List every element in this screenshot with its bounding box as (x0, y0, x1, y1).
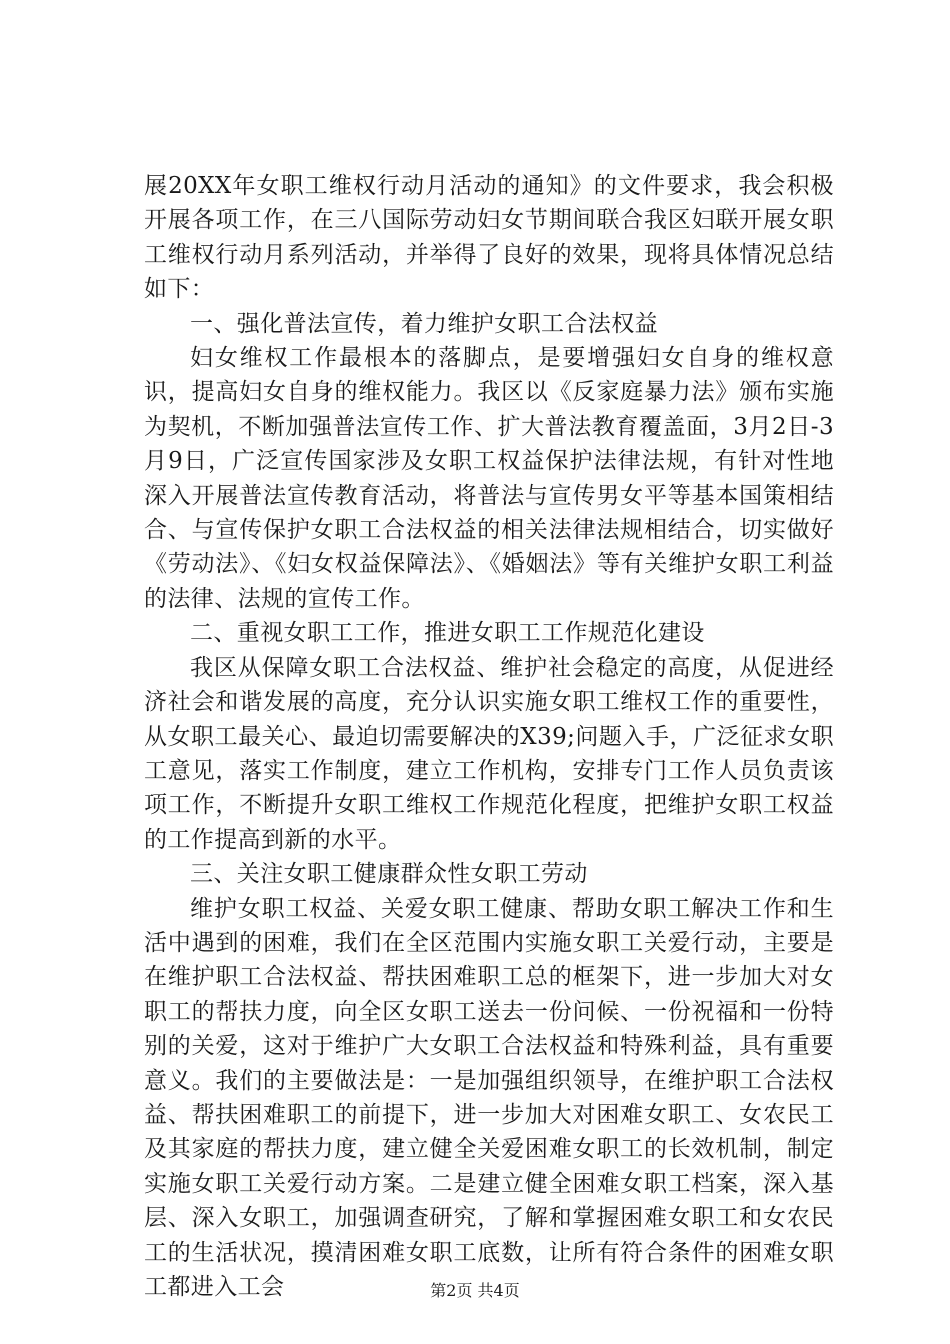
section-heading-2: 二、重视女职工工作，推进女职工工作规范化建设 (190, 620, 705, 647)
section-heading-3: 三、关注女职工健康群众性女职工劳动 (190, 861, 588, 888)
paragraph-section-2: 我区从保障女职工合法权益、维护社会稳定的高度，从促进经济社会和谐发展的高度，充分认识实施女职工维权工作的重要性，从女职工最关心、最迫切需要解决的X39;问题入手，广泛征求女职工意见，落实工作制度，建立工作机构，安排专门工作人员负责该项工作，不断提升女职工维权工作规范化程度，把维护女职工权益的工作提高到新的水平。 (144, 654, 834, 853)
document-body (144, 169, 834, 1304)
paragraph-section-3: 维护女职工权益、关爱女职工健康、帮助女职工解决工作和生活中遇到的困难，我们在全区范围内实施女职工关爱行动，主要是在维护职工合法权益、帮扶困难职工总的框架下，进一步加大对女职工的帮扶力度，向全区女职工送去一份问候、一份祝福和一份特别的关爱，这对于维护广大女职工合法权益和特殊利益，具有重要意义。我们的主要做法是：一是加强组织领导，在维护职工合法权益、帮扶困难职工的前提下，进一步加大对困难女职工、女农民工及其家庭的帮扶力度，建立健全关爱困难女职工的长效机制，制定实施女职工关爱行动方案。二是建立健全困难女职工档案，深入基层、深入女职工，加强调查研究，了解和掌握困难女职工和女农民工的生活状况，摸清困难女职工底数，让所有符合条件的困难女职工都进入工会 (144, 895, 834, 1300)
section-heading-1: 一、强化普法宣传，着力维护女职工合法权益 (190, 310, 658, 337)
paragraph-intro: 展20XX年女职工维权行动月活动的通知》的文件要求，我会积极开展各项工作，在三八国际劳动妇女节期间联合我区妇联开展女职工维权行动月系列活动，并举得了良好的效果，现将具体情况总结如下： (144, 173, 834, 303)
page-number-footer: 第2页 共4页 (430, 1281, 520, 1300)
paragraph-section-1: 妇女维权工作最根本的落脚点，是要增强妇女自身的维权意识，提高妇女自身的维权能力。我区以《反家庭暴力法》颁布实施为契机，不断加强普法宣传工作、扩大普法教育覆盖面，3月2日-3月9日，广泛宣传国家涉及女职工权益保护法律法规，有针对性地深入开展普法宣传教育活动，将普法与宣传男女平等基本国策相结合、与宣传保护女职工合法权益的相关法律法规相结合，切实做好《劳动法》、《妇女权益保障法》、《婚姻法》等有关维护女职工利益的法律、法规的宣传工作。 (144, 345, 834, 612)
